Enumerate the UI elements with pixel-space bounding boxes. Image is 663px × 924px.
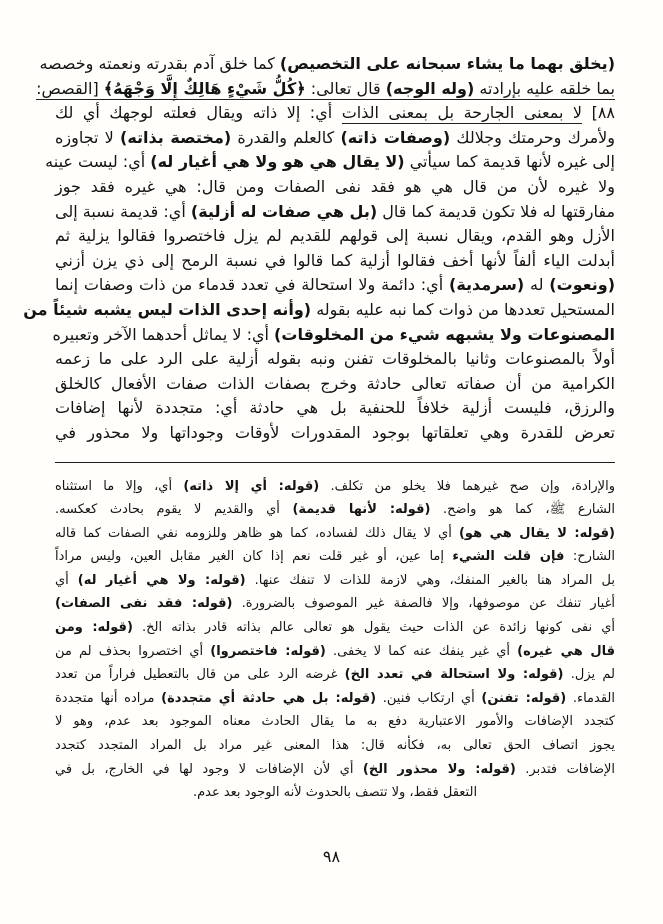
main-text-line-11: المستحيل تعددها من ذوات كما نبه عليه بقوله (وأنه إحدى الذات ليس يشبه شيئاً من bbox=[23, 299, 615, 319]
commentary-line-11: كتجدد الإضافات والأمور الاعتبارية دفع به ما يقال الحادث معناه الموجود بعد عدم، وهو لا bbox=[55, 714, 615, 730]
commentary-line-9: لم يزل. (قوله: ولا استحالة في تعدد الخ) غرضه الرد على من قال بالتعطيل فراراً من تعدد bbox=[55, 667, 616, 683]
main-text-line-3: ٨٨] لا بمعنى الجارحة بل بمعنى الذات أي: إلا ذاته ويقال فعلته لوجهك أي لك bbox=[55, 103, 616, 123]
main-text-line-16: تعرض للقدرة وهي تعلقاتها بوجود المقدورات لأوقات وجوداتها ولا محذور في bbox=[55, 422, 615, 442]
section-divider bbox=[55, 462, 615, 463]
commentary-line-5: بل المراد هنا بالغير المنفك، وهي لازمة للذات لا تنفك عنها. (قوله: ولا هي أغيار له) أي bbox=[55, 572, 615, 588]
text-column bbox=[23, 52, 616, 805]
commentary-line-1: والإرادة، وإن صح غيرهما فلا يخلو من تكلف. (قوله: أي إلا ذاته) أي، وإلا ما استثناه bbox=[55, 478, 615, 494]
commentary-line-7: أي نفى كونها زائدة عن الذات حيث يقول هو تعالى عالم بذاته قادر بذاته الخ. (قوله: ومن bbox=[55, 620, 615, 636]
main-text-line-8: الأزل وهو القدم، ويقال نسبة إلى قولهم للقديم لم يزل فاختصروا فقالوا يزلية ثم bbox=[55, 226, 615, 246]
commentary-line-13: الإضافات فتدبر. (قوله: ولا محذور الخ) أي لأن الإضافات لا وجود لها في الخارج، بل في bbox=[55, 761, 616, 777]
main-text-line-14: الكرامية من أن صفاته تعالى حادثة وخرج بصفات الذات صفات الأفعال كالخلق bbox=[55, 373, 615, 393]
commentary-line-2: الشارع ﷺ، كما هو واضح. (قوله: لأنها قديمة) أي والقديم لا يقوم بحادث كعكسه. bbox=[55, 502, 616, 518]
commentary-line-4: الشارح: فإن قلت الشيء إما عين، أو غير قلت نعم إذا كان الغير مقابل العين، وليس مراداً bbox=[55, 549, 615, 565]
main-text-line-12: المصنوعات ولا يشبهه شيء من المخلوقات) أي: لا يماثل أحدهما الآخر وتعبيره bbox=[52, 324, 615, 344]
main-text-line-6: ولا غيره لأن من قال هي هو فقد نفى الصفات ومن قال: هي غيره فقد جوز bbox=[55, 176, 615, 196]
commentary-line-14: التعقل فقط، ولا تتصف بالحدوث لأنه الوجود بعد عدم. bbox=[192, 785, 478, 801]
commentary-line-3: (قوله: لا يقال هي هو) أي لا يقال ذلك لفساده، كما هو ظاهر وللزومه نفي الصفات كما قاله bbox=[55, 525, 615, 541]
commentary-line-6: أغيار تنفك عن موصوفها، وإلا فالصفة غير الموصوف بالضرورة. (قوله: فقد نفى الصفات) bbox=[55, 596, 615, 612]
main-text-line-7: مفارقتها له فلا تكون قديمة كما قال (بل هي صفات له أزلية) أي: قديمة نسبة إلى bbox=[55, 201, 616, 221]
commentary-line-10: القدماء. (قوله: تفنن) أي ارتكاب فنين. (قوله: بل هي حادثة أي متجددة) مراده أنها متجددة bbox=[55, 690, 615, 706]
main-text-line-15: والرزق، فليست أزلية خلافاً للحنفية بل هي حادثة أي: متجددة لأنها إضافات bbox=[55, 398, 615, 418]
main-text-block bbox=[23, 52, 616, 446]
main-text-line-9: أبدلت الياء ألفاً لأنها أخف فقالوا أزلية كما قالوا في نسبة الرمح إلى ذي يزن أزني bbox=[55, 250, 615, 270]
main-text-line-2: بما خلقه عليه بإرادته (وله الوجه) قال تعالى: ﴿كُلُّ شَيْءٍ هَالِكٌ إِلَّا وَجْهَهُ﴾ [القصص: bbox=[36, 78, 615, 98]
main-text-line-5: إلى غيره لأنها قديمة كما سيأتي (لا يقال هي هو ولا هي أغيار له) أي: ليست عينه bbox=[45, 152, 615, 172]
main-text-line-13: أولاً بالمصنوعات وثانيا بالمخلوقات تفنن ونبه بقوله أزلية على الرد على ما زعمه bbox=[55, 349, 615, 369]
commentary-block bbox=[55, 475, 615, 805]
commentary-line-12: يجوز اتصاف الحق تعالى به، فكأنه قال: هذا المعنى غير مراد بل المراد المتجدد كتجدد bbox=[55, 738, 615, 754]
commentary-line-8: قال هي غيره) أي غير ينفك عنه كما لا يخفى. (قوله: فاختصروا) أي اختصروا بحذف لم من bbox=[55, 643, 616, 659]
quran-verse: ﴿كُلُّ شَيْءٍ هَالِكٌ إِلَّا وَجْهَهُ﴾ bbox=[103, 78, 306, 98]
page-number: ٩٨ bbox=[322, 847, 341, 866]
main-text-line-10: (ونعوت) له (سرمدية) أي: دائمة ولا استحالة في تعدد قدماء من ذات وصفات إنما bbox=[55, 275, 616, 295]
main-text-line-4: ولأمرك وحرمتك وجلالك (وصفات ذاته) كالعلم والقدرة (مختصة بذاته) لا تجاوزه bbox=[55, 127, 616, 147]
main-text-line-1: (يخلق بهما ما يشاء سبحانه على التخصيص) كما خلق آدم بقدرته ونعمته وخصصه bbox=[39, 54, 615, 73]
